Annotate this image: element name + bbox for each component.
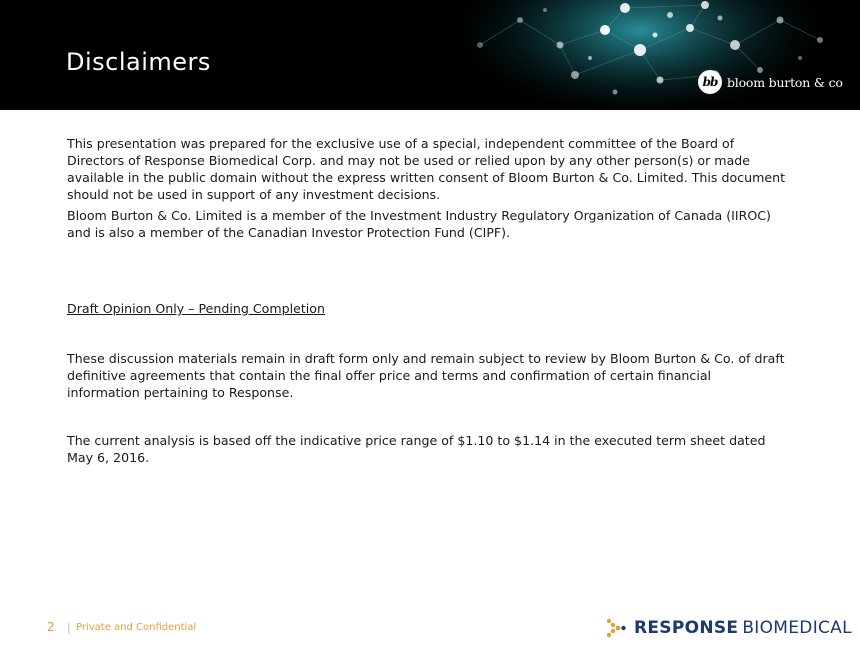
page-title: Disclaimers <box>66 48 211 76</box>
bloom-burton-logo <box>698 69 843 95</box>
response-arrow-icon <box>606 618 626 638</box>
response-biomedical-logo <box>606 616 852 640</box>
disclaimer-paragraph-3: These discussion materials remain in draft form only and remain subject to review by Bloom Burton & Co. of draft definitive agreements that contain the final offer price and terms and confirmation of certain financial information pertaining to Response. <box>67 351 785 400</box>
footer-separator: | <box>67 621 71 634</box>
disclaimer-paragraph-1: This presentation was prepared for the exclusive use of a special, independent committee of the Board of Directors of Response Biomedical Corp. and may not be used or relied upon by any other person(s) or made available in the public domain without the express written consent of Bloom Burton & Co. Limited. This document should not be used in support of any investment decisions. <box>67 136 786 202</box>
disclaimer-paragraph-4: The current analysis is based off the indicative price range of $1.10 to $1.14 in the executed term sheet dated May 6, 2016. <box>67 433 766 465</box>
confidential-label: Private and Confidential <box>76 622 197 633</box>
response-logo-word: RESPONSE <box>634 618 739 638</box>
bloom-burton-mark-icon <box>698 70 722 94</box>
bloom-burton-name: bloom burton & co <box>727 74 843 90</box>
page-number: 2 <box>47 620 55 634</box>
disclaimer-paragraph-2: Bloom Burton & Co. Limited is a member of the Investment Industry Regulatory Organization of Canada (IIROC) and is also a member of the Canadian Investor Protection Fund (CIPF). <box>67 208 771 240</box>
header-banner <box>0 0 860 110</box>
biomedical-logo-word: BIOMEDICAL <box>742 618 852 638</box>
draft-heading: Draft Opinion Only – Pending Completion <box>67 301 325 316</box>
bloom-burton-mark-text: bb <box>702 75 718 89</box>
